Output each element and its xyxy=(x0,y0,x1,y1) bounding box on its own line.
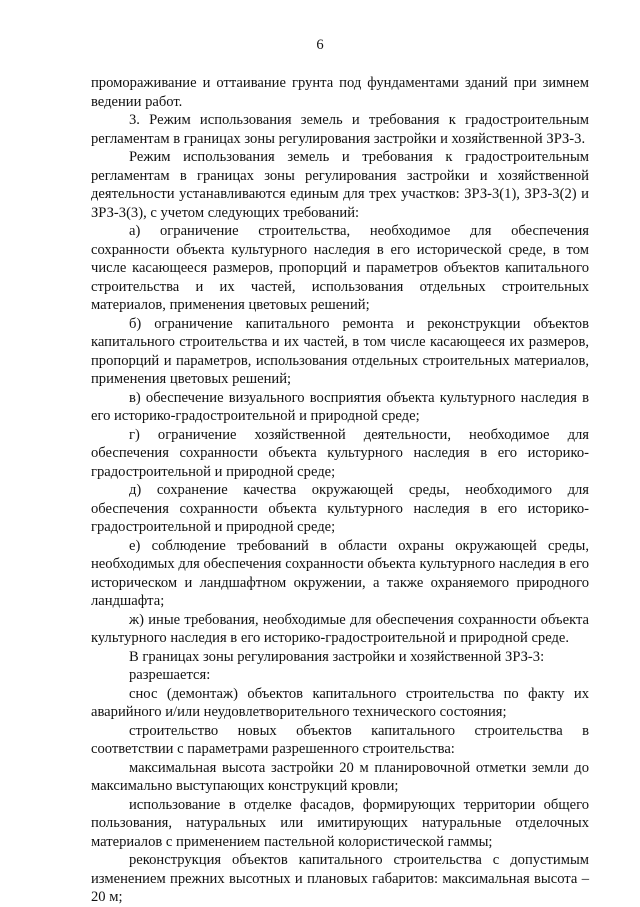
paragraph-demolition: снос (демонтаж) объектов капитального строительства по факту их аварийного и/или неудовлетворительного технического состояния; xyxy=(91,685,589,720)
document-body xyxy=(91,74,589,907)
page-number: 6 xyxy=(316,37,324,53)
paragraph-regime-intro: Режим использования земель и требования к градостроительным регламентам в границах зоны регулирования застройки и хозяйственной деятельности устанавливаются единым для трех участков: ЗРЗ-3(1), ЗРЗ-3(2) и ЗРЗ-3(3), с учетом следующих требований: xyxy=(91,149,589,221)
paragraph-reconstruction: реконструкция объектов капитального строительства с допустимым изменением прежних высотных и плановых габаритов: максимальная высота – 20 м; xyxy=(91,852,589,905)
paragraph-continuation: промораживание и оттаивание грунта под фундаментами зданий при зимнем ведении работ. xyxy=(91,75,589,110)
paragraph-new-construction: строительство новых объектов капитального строительства в соответствии с параметрами разрешенного строительства: xyxy=(91,722,589,757)
list-item-g: г) ограничение хозяйственной деятельности, необходимое для обеспечения сохранности объекта культурного наследия в его историко-градостроительной и природной среде; xyxy=(91,426,589,480)
paragraph-allowed-heading: разрешается: xyxy=(129,667,211,683)
list-item-a: а) ограничение строительства, необходимое для обеспечения сохранности объекта культурного наследия в его исторической среде, в том числе касающееся размеров, пропорций и параметров объектов капитального строительства и их частей, использования отдельных строительных материалов, применения цветовых решений; xyxy=(91,223,589,313)
section-heading-3: 3. Режим использования земель и требования к градостроительным регламентам в границах зоны регулирования застройки и хозяйственной ЗРЗ-3. xyxy=(91,112,589,147)
paragraph-zone-intro: В границах зоны регулирования застройки и хозяйственной ЗРЗ-3: xyxy=(129,648,545,665)
list-item-d: д) сохранение качества окружающей среды, необходимого для обеспечения сохранности объекта культурного наследия в его историко-градостроительной и природной среде; xyxy=(91,482,589,535)
list-item-e: е) соблюдение требований в области охраны окружающей среды, необходимых для обеспечения сохранности объекта культурного наследия в его историческом и ландшафтном окружении, а также охраняемого природного ландшафта; xyxy=(91,537,589,609)
list-item-v: в) обеспечение визуального восприятия объекта культурного наследия в его историко-градостроительной и природной среде; xyxy=(91,389,589,424)
list-item-zh: ж) иные требования, необходимые для обеспечения сохранности объекта культурного наследия в его историко-градостроительной и природной среде. xyxy=(91,611,589,646)
paragraph-max-height: максимальная высота застройки 20 м планировочной отметки земли до максимально выступающих конструкций кровли; xyxy=(91,759,589,794)
paragraph-facade-finishing: использование в отделке фасадов, формирующих территории общего пользования, натуральных или имитирующих натуральные отделочных материалов с применением пастельной колористической гаммы; xyxy=(91,796,589,850)
list-item-b: б) ограничение капитального ремонта и реконструкции объектов капитального строительства и их частей, в том числе касающееся их размеров, пропорций и параметров, использования отдельных строительных материалов, применения цветовых решений; xyxy=(91,315,589,387)
